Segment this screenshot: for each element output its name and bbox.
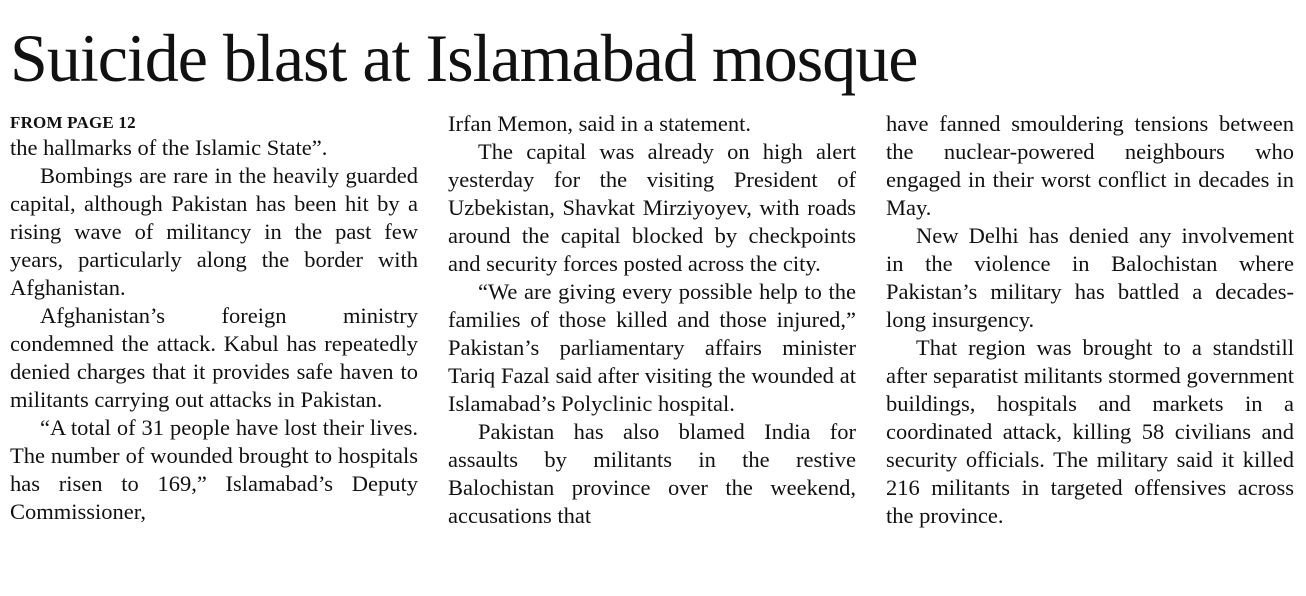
article-column-3 [886,110,1294,530]
paragraph: the hallmarks of the Islamic State”. [10,135,328,160]
paragraph: New Delhi has denied any involvement in the violence in Balochistan where Pakistan’s military has battled a decades-long insurgency. [886,223,1294,332]
paragraph: That region was brought to a standstill after separatist militants stormed government buildings, hospitals and markets in a coordinated attack, killing 58 civilians and security officials. The military said it killed 216 militants in targeted offensives across the province. [886,335,1294,528]
paragraph: Afghanistan’s foreign ministry condemned the attack. Kabul has repeatedly denied charges that it provides safe haven to militants carrying out attacks in Pakistan. [10,303,418,412]
paragraph: “A total of 31 people have lost their lives. The number of wounded brought to hospitals has risen to 169,” Islamabad’s Deputy Commissioner, [10,415,418,524]
article-column-2 [448,110,856,530]
article-column-1 [10,110,418,526]
paragraph: “We are giving every possible help to the families of those killed and those injured,” Pakistan’s parliamentary affairs minister Tariq Fazal said after visiting the wounded at Islamabad’s Polyclinic hospital. [448,279,856,416]
headline: Suicide blast at Islamabad mosque [10,20,918,96]
paragraph: have fanned smouldering tensions between the nuclear-powered neighbours who engaged in their worst conflict in decades in May. [886,111,1294,220]
paragraph: Bombings are rare in the heavily guarded capital, although Pakistan has been hit by a rising wave of militancy in the past few years, particularly along the border with Afghanistan. [10,163,418,300]
continuation-kicker: FROM PAGE 12 [10,113,136,132]
paragraph: Irfan Memon, said in a statement. [448,111,752,136]
paragraph: Pakistan has also blamed India for assaults by militants in the restive Balochistan province over the weekend, accusations that [448,419,856,528]
paragraph: The capital was already on high alert yesterday for the visiting President of Uzbekistan, Shavkat Mirziyoyev, with roads around the capital blocked by checkpoints and security forces posted across the city. [448,139,856,276]
